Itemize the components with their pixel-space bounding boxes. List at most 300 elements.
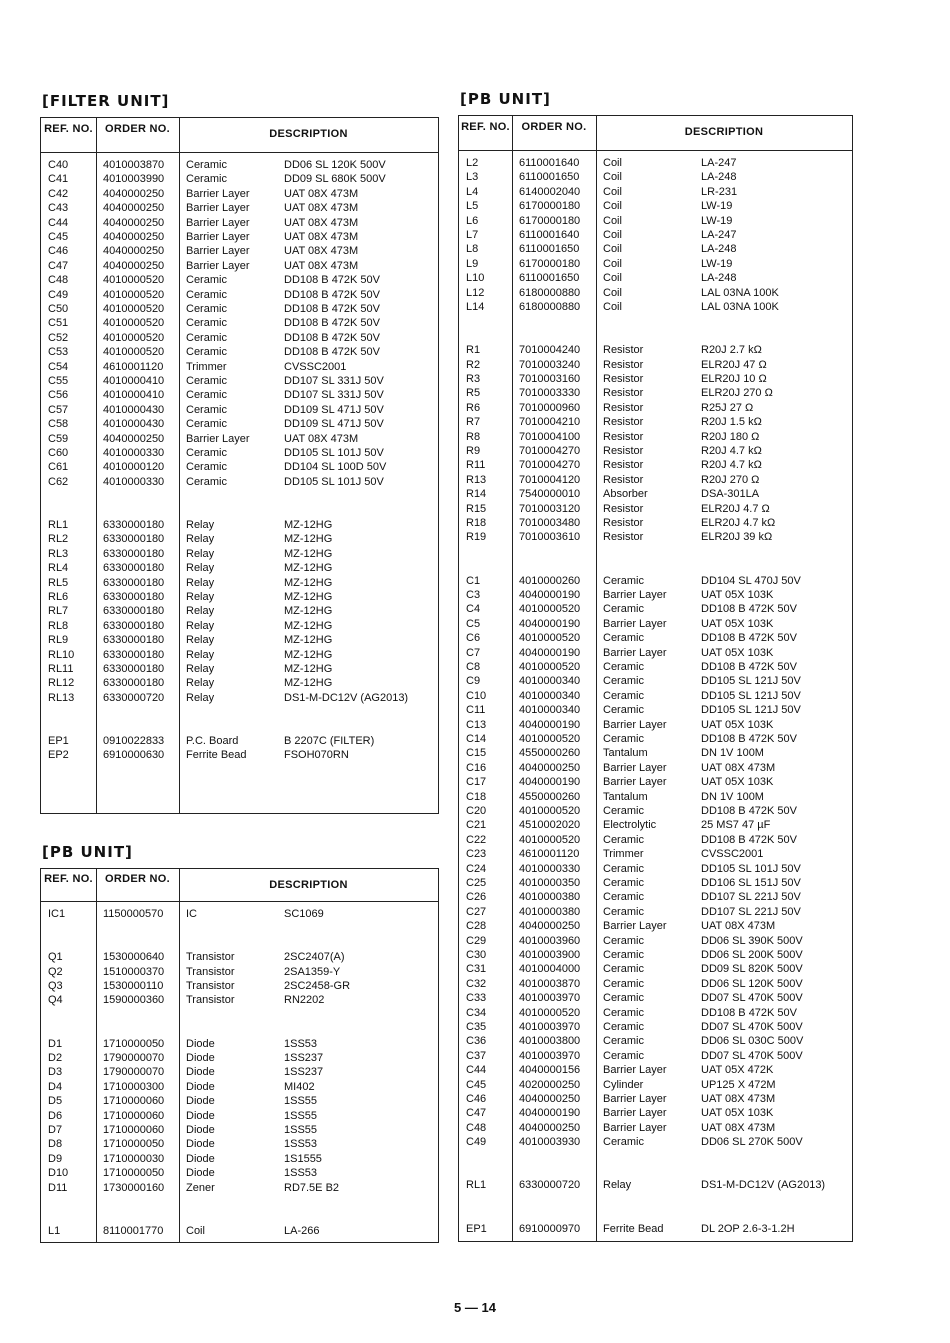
order-no-cell: 1710000060 bbox=[103, 1109, 165, 1122]
part-type-cell: Coil bbox=[603, 257, 622, 270]
part-type-cell: Diode bbox=[186, 1124, 215, 1136]
table-row bbox=[459, 1121, 852, 1135]
table-row bbox=[41, 1109, 438, 1123]
part-spec-cell: UAT 08X 473M bbox=[284, 216, 359, 229]
ref-no-cell: C46 bbox=[48, 245, 69, 258]
part-spec-cell: UAT 05X 103K bbox=[701, 646, 774, 659]
ref-no-cell: C52 bbox=[48, 331, 69, 344]
part-type-cell: Transistor bbox=[186, 951, 235, 964]
ref-no-cell: L2 bbox=[466, 157, 479, 169]
ref-no-cell: RL4 bbox=[48, 562, 69, 575]
order-no-cell: 4610001120 bbox=[103, 360, 164, 373]
part-spec-cell: UAT 05X 103K bbox=[701, 617, 774, 630]
table-row bbox=[459, 919, 852, 933]
table-row bbox=[459, 1092, 852, 1106]
ref-no-cell: C37 bbox=[466, 1049, 487, 1062]
order-no-cell: 4040000250 bbox=[103, 187, 165, 200]
pb-unit-left-table bbox=[40, 868, 439, 1243]
order-no-cell: 4040000250 bbox=[103, 202, 165, 215]
order-no-cell: 4040000190 bbox=[519, 718, 581, 731]
ref-no-cell: R9 bbox=[466, 445, 481, 457]
part-spec-cell: LA-248 bbox=[701, 243, 737, 256]
order-no-cell: 4010000520 bbox=[519, 833, 581, 846]
ref-no-cell: D3 bbox=[48, 1066, 63, 1079]
table-row bbox=[41, 1181, 438, 1195]
table-row bbox=[41, 965, 438, 979]
table-row bbox=[41, 417, 438, 431]
ref-no-cell: C62 bbox=[48, 475, 69, 488]
ref-no-cell: RL13 bbox=[48, 691, 75, 704]
order-no-cell: 4020000250 bbox=[519, 1078, 581, 1091]
part-type-cell: Diode bbox=[186, 1109, 215, 1122]
order-no-cell: 4010000350 bbox=[519, 877, 581, 889]
table-row bbox=[459, 430, 852, 444]
ref-no-cell: C49 bbox=[466, 1136, 487, 1149]
ref-no-cell: Q1 bbox=[48, 951, 63, 964]
part-type-cell: Ceramic bbox=[186, 274, 227, 287]
order-no-cell: 4040000250 bbox=[519, 1093, 581, 1105]
part-spec-cell: DD107 SL 221J 50V bbox=[701, 905, 801, 918]
table-row bbox=[41, 1195, 438, 1209]
ref-no-cell: C58 bbox=[48, 418, 69, 431]
ref-no-cell: EP2 bbox=[48, 749, 69, 762]
ref-no-cell: L14 bbox=[466, 301, 485, 313]
part-type-cell: Ceramic bbox=[603, 862, 644, 875]
ref-no-cell: C5 bbox=[466, 617, 481, 630]
ref-no-cell: Q4 bbox=[48, 994, 63, 1007]
order-no-cell: 8110001770 bbox=[103, 1224, 164, 1237]
ref-no-cell: C55 bbox=[48, 375, 69, 387]
table-row bbox=[459, 343, 852, 357]
part-type-cell: Ceramic bbox=[186, 346, 227, 359]
order-no-cell: 4010000340 bbox=[519, 689, 581, 702]
table-row bbox=[459, 1034, 852, 1048]
table-row bbox=[41, 561, 438, 575]
part-spec-cell: UAT 05X 103K bbox=[701, 589, 774, 601]
table-header bbox=[459, 116, 852, 151]
part-spec-cell: DD07 SL 470K 500V bbox=[701, 1049, 803, 1062]
part-spec-cell: UAT 08X 473M bbox=[701, 920, 776, 933]
table-row bbox=[459, 516, 852, 530]
part-spec-cell: LW-19 bbox=[701, 214, 733, 227]
table-row bbox=[41, 662, 438, 676]
part-type-cell: Coil bbox=[603, 200, 622, 213]
ref-no-cell: RL2 bbox=[48, 533, 69, 546]
order-no-cell: 4010000520 bbox=[519, 805, 581, 817]
part-type-cell: Barrier Layer bbox=[603, 1107, 667, 1120]
order-no-cell: 7010004270 bbox=[519, 459, 581, 472]
part-spec-cell: 1SS55 bbox=[284, 1109, 318, 1122]
part-spec-cell: MZ-12HG bbox=[284, 648, 333, 661]
table-row bbox=[459, 746, 852, 760]
part-type-cell: Ceramic bbox=[186, 461, 227, 474]
table-row bbox=[41, 907, 438, 921]
part-type-cell: Diode bbox=[186, 1080, 215, 1093]
ref-no-cell: C16 bbox=[466, 761, 487, 774]
part-type-cell: Coil bbox=[603, 229, 622, 241]
part-spec-cell: UAT 05X 103K bbox=[701, 1107, 774, 1120]
order-no-cell: 4010003960 bbox=[519, 934, 581, 947]
part-spec-cell: MZ-12HG bbox=[284, 677, 333, 690]
part-type-cell: Ceramic bbox=[186, 447, 227, 459]
order-no-cell: 7010003610 bbox=[519, 531, 581, 544]
part-spec-cell: DD109 SL 471J 50V bbox=[284, 418, 384, 431]
part-spec-cell: DN 1V 100M bbox=[701, 747, 764, 760]
part-spec-cell: DD108 B 472K 50V bbox=[701, 1006, 798, 1019]
table-row bbox=[41, 1166, 438, 1180]
description-header: DESCRIPTION bbox=[269, 879, 348, 891]
part-type-cell: Relay bbox=[186, 591, 215, 603]
part-spec-cell: 1SS53 bbox=[284, 1037, 318, 1050]
order-no-header: ORDER NO. bbox=[521, 121, 587, 133]
order-no-cell: 4040000250 bbox=[519, 761, 581, 774]
order-no-cell: 6330000180 bbox=[103, 605, 165, 618]
order-no-cell: 6110001640 bbox=[519, 157, 580, 169]
ref-no-cell: C45 bbox=[48, 231, 69, 243]
table-header bbox=[41, 118, 438, 153]
part-type-cell: Electrolytic bbox=[603, 819, 657, 832]
table-row bbox=[459, 487, 852, 501]
ref-no-cell: C33 bbox=[466, 992, 487, 1005]
ref-no-cell: D8 bbox=[48, 1138, 63, 1151]
part-spec-cell: UAT 08X 473M bbox=[284, 202, 359, 215]
table-row bbox=[41, 748, 438, 762]
part-type-cell: Tantalum bbox=[603, 790, 648, 803]
table-row bbox=[459, 401, 852, 415]
part-type-cell: Resistor bbox=[603, 473, 644, 486]
part-spec-cell: R20J 270 Ω bbox=[701, 473, 760, 486]
table-row bbox=[459, 862, 852, 876]
table-row bbox=[459, 703, 852, 717]
part-spec-cell: DD06 SL 120K 500V bbox=[284, 159, 386, 171]
part-spec-cell: R20J 1.5 kΩ bbox=[701, 416, 762, 429]
part-spec-cell: DD09 SL 820K 500V bbox=[701, 963, 803, 976]
part-type-cell: Barrier Layer bbox=[603, 589, 667, 601]
ref-no-cell: R19 bbox=[466, 531, 487, 544]
order-no-cell: 4040000250 bbox=[103, 432, 165, 445]
part-type-cell: Ceramic bbox=[186, 317, 227, 330]
part-type-cell: Ceramic bbox=[186, 389, 227, 402]
order-no-cell: 7010004240 bbox=[519, 344, 581, 357]
part-spec-cell: UAT 05X 472K bbox=[701, 1064, 774, 1077]
order-no-cell: 4010000330 bbox=[103, 447, 165, 459]
table-row bbox=[459, 242, 852, 256]
part-spec-cell: LW-19 bbox=[701, 257, 733, 270]
part-spec-cell: DD06 SL 030C 500V bbox=[701, 1035, 804, 1048]
ref-no-cell: D10 bbox=[48, 1167, 69, 1180]
table-row bbox=[459, 286, 852, 300]
table-row bbox=[459, 1207, 852, 1221]
ref-no-cell: Q3 bbox=[48, 980, 63, 992]
order-no-cell: 4040000250 bbox=[103, 245, 165, 258]
part-type-cell: Ferrite Bead bbox=[186, 749, 247, 762]
part-type-cell: Relay bbox=[186, 519, 215, 531]
order-no-cell: 4010000260 bbox=[519, 574, 581, 587]
part-type-cell: Ceramic bbox=[603, 891, 644, 904]
table-row bbox=[459, 473, 852, 487]
ref-no-cell: C14 bbox=[466, 733, 487, 745]
table-row bbox=[41, 388, 438, 402]
order-no-cell: 1530000110 bbox=[103, 980, 164, 992]
part-spec-cell: LW-19 bbox=[701, 200, 733, 213]
ref-no-cell: C49 bbox=[48, 288, 69, 301]
order-no-cell: 7010003480 bbox=[519, 517, 581, 529]
table-row bbox=[459, 1135, 852, 1149]
part-spec-cell: UAT 05X 103K bbox=[701, 718, 774, 731]
part-type-cell: Ceramic bbox=[186, 288, 227, 301]
part-type-cell: Coil bbox=[186, 1224, 205, 1237]
part-spec-cell: ELR20J 4.7 kΩ bbox=[701, 517, 776, 529]
order-no-cell: 4010003800 bbox=[519, 1035, 581, 1048]
part-type-cell: Ceramic bbox=[603, 704, 644, 717]
ref-no-cell: R2 bbox=[466, 358, 481, 371]
part-type-cell: Ceramic bbox=[186, 475, 227, 488]
part-type-cell: Diode bbox=[186, 1095, 215, 1108]
part-type-cell: Resistor bbox=[603, 387, 644, 400]
part-spec-cell: DD07 SL 470K 500V bbox=[701, 992, 803, 1005]
part-type-cell: Transistor bbox=[186, 994, 235, 1007]
part-type-cell: Resistor bbox=[603, 358, 644, 371]
part-type-cell: Trimmer bbox=[186, 360, 227, 373]
order-no-cell: 1790000070 bbox=[103, 1066, 165, 1079]
order-no-cell: 4610001120 bbox=[519, 848, 580, 861]
table-row bbox=[459, 847, 852, 861]
order-no-cell: 4010004000 bbox=[519, 963, 581, 976]
table-row bbox=[41, 590, 438, 604]
table-row bbox=[41, 446, 438, 460]
ref-no-cell: C17 bbox=[466, 776, 487, 789]
table-row bbox=[459, 790, 852, 804]
ref-no-cell: C13 bbox=[466, 718, 487, 731]
ref-no-cell: RL6 bbox=[48, 591, 69, 603]
table-row bbox=[41, 633, 438, 647]
ref-no-cell: C9 bbox=[466, 675, 481, 688]
part-type-cell: Coil bbox=[603, 214, 622, 227]
part-type-cell: Trimmer bbox=[603, 848, 644, 861]
order-no-cell: 7010003240 bbox=[519, 358, 581, 371]
table-row bbox=[459, 1006, 852, 1020]
table-row bbox=[41, 403, 438, 417]
ref-no-cell: EP1 bbox=[48, 735, 69, 747]
table-row bbox=[459, 761, 852, 775]
part-type-cell: Barrier Layer bbox=[603, 1064, 667, 1077]
ref-no-cell: R11 bbox=[466, 459, 486, 472]
part-spec-cell: 2SC2458-GR bbox=[284, 980, 351, 992]
table-row bbox=[41, 691, 438, 705]
part-type-cell: Relay bbox=[603, 1179, 632, 1192]
order-no-cell: 1710000050 bbox=[103, 1037, 165, 1050]
ref-no-cell: C32 bbox=[466, 977, 487, 990]
ref-no-cell: R7 bbox=[466, 416, 481, 429]
part-type-cell: Barrier Layer bbox=[603, 776, 667, 789]
table-row bbox=[459, 804, 852, 818]
table-row bbox=[41, 1209, 438, 1223]
table-row bbox=[459, 1178, 852, 1192]
order-no-cell: 4010000520 bbox=[519, 603, 581, 616]
order-no-cell: 1530000640 bbox=[103, 951, 165, 964]
table-row bbox=[459, 833, 852, 847]
ref-no-cell: R18 bbox=[466, 517, 487, 529]
part-spec-cell: B 2207C (FILTER) bbox=[284, 735, 375, 747]
order-no-cell: 1590000360 bbox=[103, 994, 165, 1007]
part-spec-cell: MZ-12HG bbox=[284, 663, 333, 675]
ref-no-cell: C4 bbox=[466, 603, 481, 616]
part-type-cell: Absorber bbox=[603, 488, 648, 501]
ref-no-cell: C26 bbox=[466, 891, 487, 904]
table-row bbox=[41, 316, 438, 330]
order-no-cell: 4010000430 bbox=[103, 418, 165, 431]
part-type-cell: Barrier Layer bbox=[186, 432, 250, 445]
ref-no-cell: C35 bbox=[466, 1021, 487, 1033]
part-spec-cell: 1SS53 bbox=[284, 1138, 318, 1151]
part-type-cell: Ceramic bbox=[603, 632, 644, 645]
ref-no-cell: C3 bbox=[466, 589, 481, 601]
part-type-cell: Diode bbox=[186, 1066, 215, 1079]
part-type-cell: Barrier Layer bbox=[186, 259, 250, 272]
table-header bbox=[41, 869, 438, 902]
table-row bbox=[459, 1106, 852, 1120]
table-row bbox=[459, 156, 852, 170]
table-row bbox=[459, 631, 852, 645]
part-type-cell: Resistor bbox=[603, 531, 644, 544]
order-no-cell: 6330000180 bbox=[103, 519, 165, 531]
order-no-cell: 4040000190 bbox=[519, 776, 581, 789]
part-type-cell: Ceramic bbox=[603, 733, 644, 745]
part-spec-cell: DN 1V 100M bbox=[701, 790, 764, 803]
part-spec-cell: DD109 SL 471J 50V bbox=[284, 403, 384, 416]
part-spec-cell: R20J 4.7 kΩ bbox=[701, 459, 762, 472]
table-row bbox=[459, 358, 852, 372]
table-row bbox=[41, 1008, 438, 1022]
part-spec-cell: SC1069 bbox=[284, 908, 324, 920]
ref-no-cell: C27 bbox=[466, 905, 487, 918]
ref-no-cell: C21 bbox=[466, 819, 487, 832]
part-spec-cell: DD108 B 472K 50V bbox=[701, 632, 798, 645]
order-no-cell: 4010000520 bbox=[519, 1006, 581, 1019]
part-spec-cell: UAT 08X 473M bbox=[701, 761, 776, 774]
ref-no-cell: C48 bbox=[466, 1121, 487, 1134]
table-row bbox=[459, 890, 852, 904]
part-type-cell: Ceramic bbox=[186, 375, 227, 387]
ref-no-cell: C40 bbox=[48, 159, 69, 171]
part-spec-cell: MZ-12HG bbox=[284, 619, 333, 632]
ref-no-cell: L12 bbox=[466, 286, 485, 299]
table-row bbox=[41, 1037, 438, 1051]
ref-no-cell: EP1 bbox=[466, 1222, 487, 1235]
part-type-cell: Resistor bbox=[603, 344, 644, 357]
part-spec-cell: DSA-301LA bbox=[701, 488, 760, 501]
order-no-cell: 6910000970 bbox=[519, 1222, 581, 1235]
ref-no-cell: C54 bbox=[48, 360, 69, 373]
ref-no-cell: L8 bbox=[466, 243, 479, 256]
ref-no-cell: C59 bbox=[48, 432, 69, 445]
part-type-cell: Relay bbox=[186, 648, 215, 661]
order-no-cell: 6170000180 bbox=[519, 214, 581, 227]
part-type-cell: Relay bbox=[186, 619, 215, 632]
ref-no-cell: RL5 bbox=[48, 576, 69, 589]
order-no-cell: 4010000520 bbox=[103, 346, 165, 359]
order-no-cell: 4010000520 bbox=[519, 661, 581, 673]
order-no-cell: 6330000180 bbox=[103, 648, 165, 661]
order-no-cell: 1710000050 bbox=[103, 1138, 165, 1151]
order-no-cell: 6330000180 bbox=[103, 619, 165, 632]
table-row bbox=[459, 214, 852, 228]
part-spec-cell: 2SA1359-Y bbox=[284, 965, 341, 978]
part-spec-cell: ELR20J 270 Ω bbox=[701, 387, 773, 400]
part-spec-cell: DD107 SL 221J 50V bbox=[701, 891, 801, 904]
part-type-cell: Ceramic bbox=[603, 1136, 644, 1149]
table-row bbox=[459, 1020, 852, 1034]
order-no-cell: 1790000070 bbox=[103, 1052, 165, 1064]
part-spec-cell: DD108 B 472K 50V bbox=[284, 303, 381, 315]
ref-no-cell: RL9 bbox=[48, 634, 69, 647]
part-spec-cell: UAT 05X 103K bbox=[701, 776, 774, 789]
part-type-cell: Tantalum bbox=[603, 747, 648, 760]
table-row bbox=[459, 689, 852, 703]
table-row bbox=[41, 676, 438, 690]
part-spec-cell: DD06 SL 200K 500V bbox=[701, 949, 803, 961]
ref-no-cell: L7 bbox=[466, 229, 479, 241]
part-type-cell: Ceramic bbox=[186, 303, 227, 315]
table-row bbox=[459, 185, 852, 199]
part-spec-cell: DD105 SL 101J 50V bbox=[284, 475, 384, 488]
order-no-cell: 1510000370 bbox=[103, 965, 165, 978]
ref-no-cell: C10 bbox=[466, 689, 487, 702]
ref-no-cell: C31 bbox=[466, 963, 487, 976]
ref-no-cell: C56 bbox=[48, 389, 69, 402]
order-no-cell: 6330000180 bbox=[103, 547, 165, 560]
part-spec-cell: DD108 B 472K 50V bbox=[701, 833, 798, 846]
part-type-cell: Resistor bbox=[603, 517, 644, 529]
part-type-cell: Ferrite Bead bbox=[603, 1222, 664, 1235]
part-spec-cell: DD06 SL 270K 500V bbox=[701, 1136, 803, 1149]
ref-no-cell: C41 bbox=[48, 173, 69, 186]
order-no-cell: 4040000250 bbox=[519, 920, 581, 933]
order-no-cell: 6110001650 bbox=[519, 171, 580, 184]
table-row bbox=[459, 1193, 852, 1207]
part-type-cell: Cylinder bbox=[603, 1078, 644, 1091]
part-type-cell: Resistor bbox=[603, 430, 644, 443]
table-row bbox=[459, 775, 852, 789]
description-header: DESCRIPTION bbox=[684, 126, 764, 138]
order-no-cell: 6330000720 bbox=[519, 1179, 581, 1192]
part-spec-cell: RN2202 bbox=[284, 994, 325, 1007]
order-no-cell: 6140002040 bbox=[519, 185, 581, 198]
part-spec-cell: MZ-12HG bbox=[284, 562, 333, 575]
ref-no-cell: C48 bbox=[48, 274, 69, 287]
part-type-cell: Ceramic bbox=[186, 159, 227, 171]
table-row bbox=[459, 545, 852, 559]
table-row bbox=[41, 302, 438, 316]
ref-no-cell: C43 bbox=[48, 202, 69, 215]
part-type-cell: Ceramic bbox=[186, 331, 227, 344]
ref-no-cell: L3 bbox=[466, 171, 479, 184]
ref-no-cell: L4 bbox=[466, 185, 479, 198]
part-spec-cell: 1SS237 bbox=[284, 1066, 324, 1079]
table-row bbox=[41, 374, 438, 388]
order-no-cell: 7010003120 bbox=[519, 502, 581, 515]
table-row bbox=[459, 1222, 852, 1236]
ref-no-cell: C36 bbox=[466, 1035, 487, 1048]
table-row bbox=[41, 230, 438, 244]
table-row bbox=[459, 1078, 852, 1092]
part-spec-cell: DD105 SL 101J 50V bbox=[701, 862, 801, 875]
order-no-cell: 4010003930 bbox=[519, 1136, 581, 1149]
ref-no-cell: D11 bbox=[48, 1181, 68, 1194]
ref-no-cell: R1 bbox=[466, 344, 481, 357]
ref-no-cell: C18 bbox=[466, 790, 487, 803]
part-type-cell: Diode bbox=[186, 1152, 215, 1165]
